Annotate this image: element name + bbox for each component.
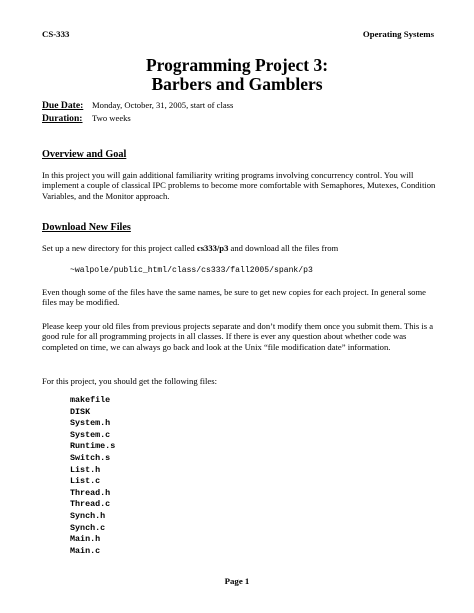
duration-value: Two weeks [92, 113, 131, 123]
duration-label: Duration: [42, 113, 83, 124]
file-item: System.c [70, 429, 111, 440]
file-list [70, 395, 115, 557]
overview-heading: Overview and Goal [42, 149, 127, 160]
file-item: Main.h [70, 534, 101, 545]
title-line-1: Programming Project 3: [145, 55, 329, 75]
title-line-2: Barbers and Gamblers [151, 74, 323, 95]
file-item: Synch.c [70, 522, 106, 533]
assignment-meta [42, 100, 233, 126]
file-item: System.h [70, 418, 111, 429]
due-date-row [42, 100, 233, 113]
overview-paragraph: In this project you will gain additional familiarity writing programs involving concurrency control. You will implement a couple of classical IPC problems to become more comfortable with Semaphores, Mutexes, Condition Variables, and the Monitor approach. [42, 170, 436, 201]
download-heading: Download New Files [42, 222, 131, 233]
page-number: Page 1 [224, 576, 250, 586]
file-item: Main.c [70, 545, 101, 556]
file-item: makefile [70, 395, 111, 405]
file-item: List.h [70, 464, 101, 475]
file-item: Switch.s [70, 452, 111, 463]
download-paragraph-4: For this project, you should get the following files: [42, 376, 217, 386]
project-directory: cs333/p3 [196, 243, 229, 253]
duration-row [42, 113, 233, 126]
download-paragraph-2: Even though some of the files have the same names, be sure to get new copies for each project. In general some files may be modified. [42, 287, 426, 308]
download-path: ~walpole/public_html/class/cs333/fall2005/spank/p3 [70, 266, 313, 275]
file-item: Thread.h [70, 487, 111, 498]
download-paragraph-1 [42, 243, 436, 253]
file-item: Thread.c [70, 499, 111, 510]
file-item: DISK [70, 406, 91, 417]
download-text-after: and download all the files from [228, 243, 339, 253]
download-text-before: Set up a new directory for this project called [42, 243, 197, 253]
due-date-value: Monday, October, 31, 2005, start of class [92, 100, 234, 110]
file-item: Runtime.s [70, 441, 116, 452]
course-code: CS-333 [42, 29, 70, 39]
page-title [0, 56, 474, 95]
course-subject: Operating Systems [362, 29, 434, 39]
file-item: List.c [70, 476, 101, 487]
due-date-label: Due Date: [42, 100, 84, 111]
download-paragraph-3: Please keep your old files from previous projects separate and don’t modify them once you submit them. This is a good rule for all programming projects in all classes. If there is ever any question about whether code was completed on time, we can always go back and look at the Unix “file modification date” information. [42, 321, 434, 352]
file-item: Synch.h [70, 510, 106, 521]
